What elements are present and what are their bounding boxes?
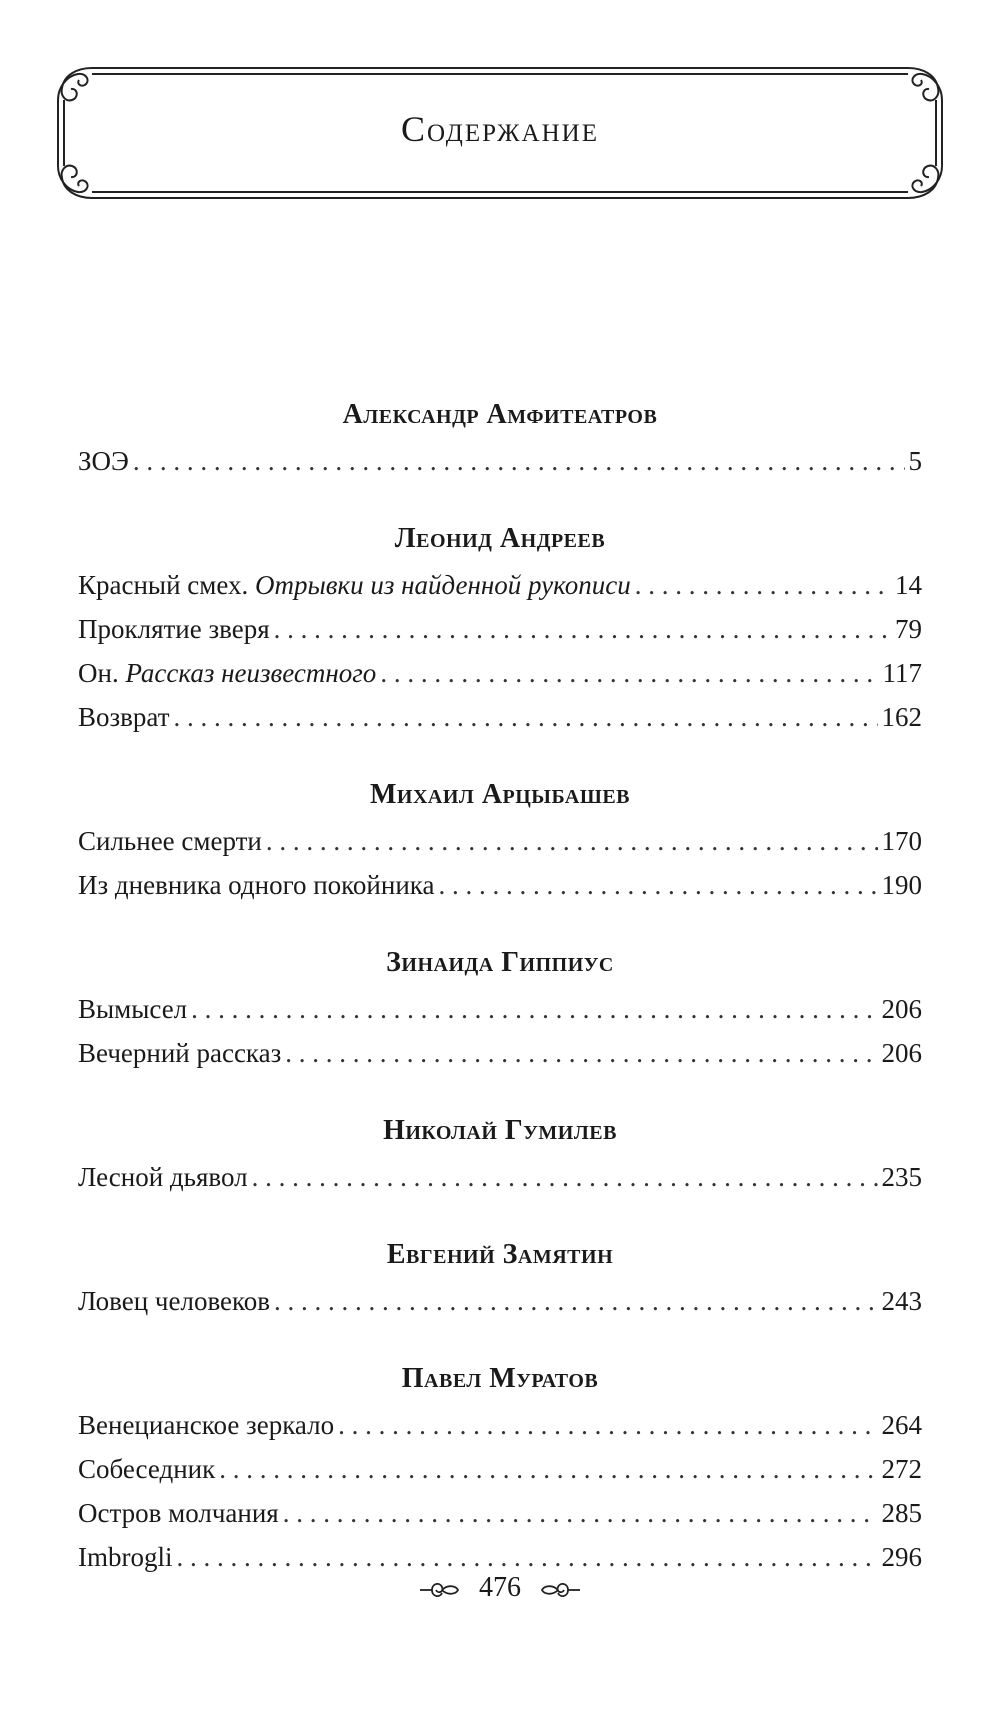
author-heading: Павел Муратов: [401, 1363, 599, 1394]
toc-entry[interactable]: [78, 1155, 922, 1199]
entry-title: Возврат: [78, 702, 170, 732]
author-heading: Леонид Андреев: [394, 523, 606, 554]
leader-dots: [274, 1279, 877, 1323]
toc-entry[interactable]: [78, 1403, 922, 1447]
leader-dots: [380, 651, 878, 695]
leader-dots: [283, 1491, 878, 1535]
ornament-left-icon: [418, 1578, 462, 1602]
leader-dots: [274, 607, 891, 651]
page-footer: [0, 1568, 1000, 1608]
toc-entry[interactable]: [78, 1491, 922, 1535]
entry-title: Он.: [78, 658, 126, 688]
toc-entry[interactable]: [78, 695, 922, 739]
entry-page: 264: [881, 1410, 922, 1440]
entry-page: 79: [895, 614, 922, 644]
author-heading: Михаил Арцыбашев: [369, 779, 630, 810]
author-heading: Николай Гумилев: [383, 1115, 617, 1146]
page-number: 476: [479, 1572, 521, 1603]
entry-subtitle: Рассказ неизвестного: [125, 658, 377, 688]
entry-title: Венецианское зеркало: [78, 1410, 335, 1440]
leader-dots: [266, 819, 878, 863]
leader-dots: [438, 863, 877, 907]
entry-subtitle: Отрывки из найденной рукописи: [254, 570, 631, 600]
table-of-contents: [78, 395, 922, 1615]
toc-entry[interactable]: [78, 607, 922, 651]
leader-dots: [635, 563, 891, 607]
entry-title: Вымысел: [78, 994, 188, 1024]
entry-title: Красный смех.: [78, 570, 255, 600]
entry-title: ЗОЭ: [78, 446, 129, 476]
entry-page: 272: [881, 1454, 922, 1484]
ornament-right-icon: [538, 1578, 582, 1602]
toc-entry[interactable]: [78, 819, 922, 863]
toc-section: [78, 519, 922, 739]
toc-section: [78, 1359, 922, 1579]
toc-section: [78, 1111, 922, 1199]
author-heading: Зинаида Гиппиус: [386, 947, 614, 978]
leader-dots: [338, 1403, 877, 1447]
entry-page: 206: [881, 1038, 922, 1068]
entry-page: 235: [881, 1162, 922, 1192]
entry-page: 170: [881, 826, 922, 856]
toc-section: [78, 395, 922, 483]
entry-title: Сильнее смерти: [78, 826, 262, 856]
entry-page: 190: [881, 870, 922, 900]
toc-section: [78, 775, 922, 907]
title-frame: [52, 60, 948, 206]
toc-entry[interactable]: [78, 651, 922, 695]
entry-title: Лесной дьявол: [78, 1162, 248, 1192]
toc-entry[interactable]: [78, 1447, 922, 1491]
toc-entry[interactable]: [78, 987, 922, 1031]
leader-dots: [174, 695, 878, 739]
entry-title: Imbrogli: [78, 1542, 173, 1572]
entry-page: 206: [881, 994, 922, 1024]
toc-entry[interactable]: [78, 1279, 922, 1323]
entry-title: Вечерний рассказ: [78, 1038, 282, 1068]
author-heading: Евгений Замятин: [386, 1239, 614, 1270]
entry-title: Проклятие зверя: [78, 614, 270, 644]
toc-entry[interactable]: [78, 1031, 922, 1075]
entry-page: 14: [895, 570, 922, 600]
entry-page: 243: [881, 1286, 922, 1316]
entry-page: 296: [881, 1542, 922, 1572]
leader-dots: [252, 1155, 878, 1199]
entry-title: Из дневника одного покойника: [78, 870, 435, 900]
entry-title: Собеседник: [78, 1454, 216, 1484]
page-title: Содержание: [400, 109, 599, 149]
entry-title: Остров молчания: [78, 1498, 279, 1528]
leader-dots: [133, 439, 905, 483]
leader-dots: [191, 987, 877, 1031]
toc-entry[interactable]: [78, 863, 922, 907]
leader-dots: [285, 1031, 877, 1075]
toc-section: [78, 943, 922, 1075]
author-heading: Александр Амфитеатров: [342, 399, 658, 430]
toc-entry[interactable]: [78, 563, 922, 607]
leader-dots: [219, 1447, 877, 1491]
entry-page: 117: [882, 658, 922, 688]
entry-title: Ловец человеков: [78, 1286, 271, 1316]
entry-page: 285: [881, 1498, 922, 1528]
entry-page: 5: [908, 446, 922, 476]
entry-page: 162: [881, 702, 922, 732]
toc-section: [78, 1235, 922, 1323]
toc-entry[interactable]: [78, 439, 922, 483]
